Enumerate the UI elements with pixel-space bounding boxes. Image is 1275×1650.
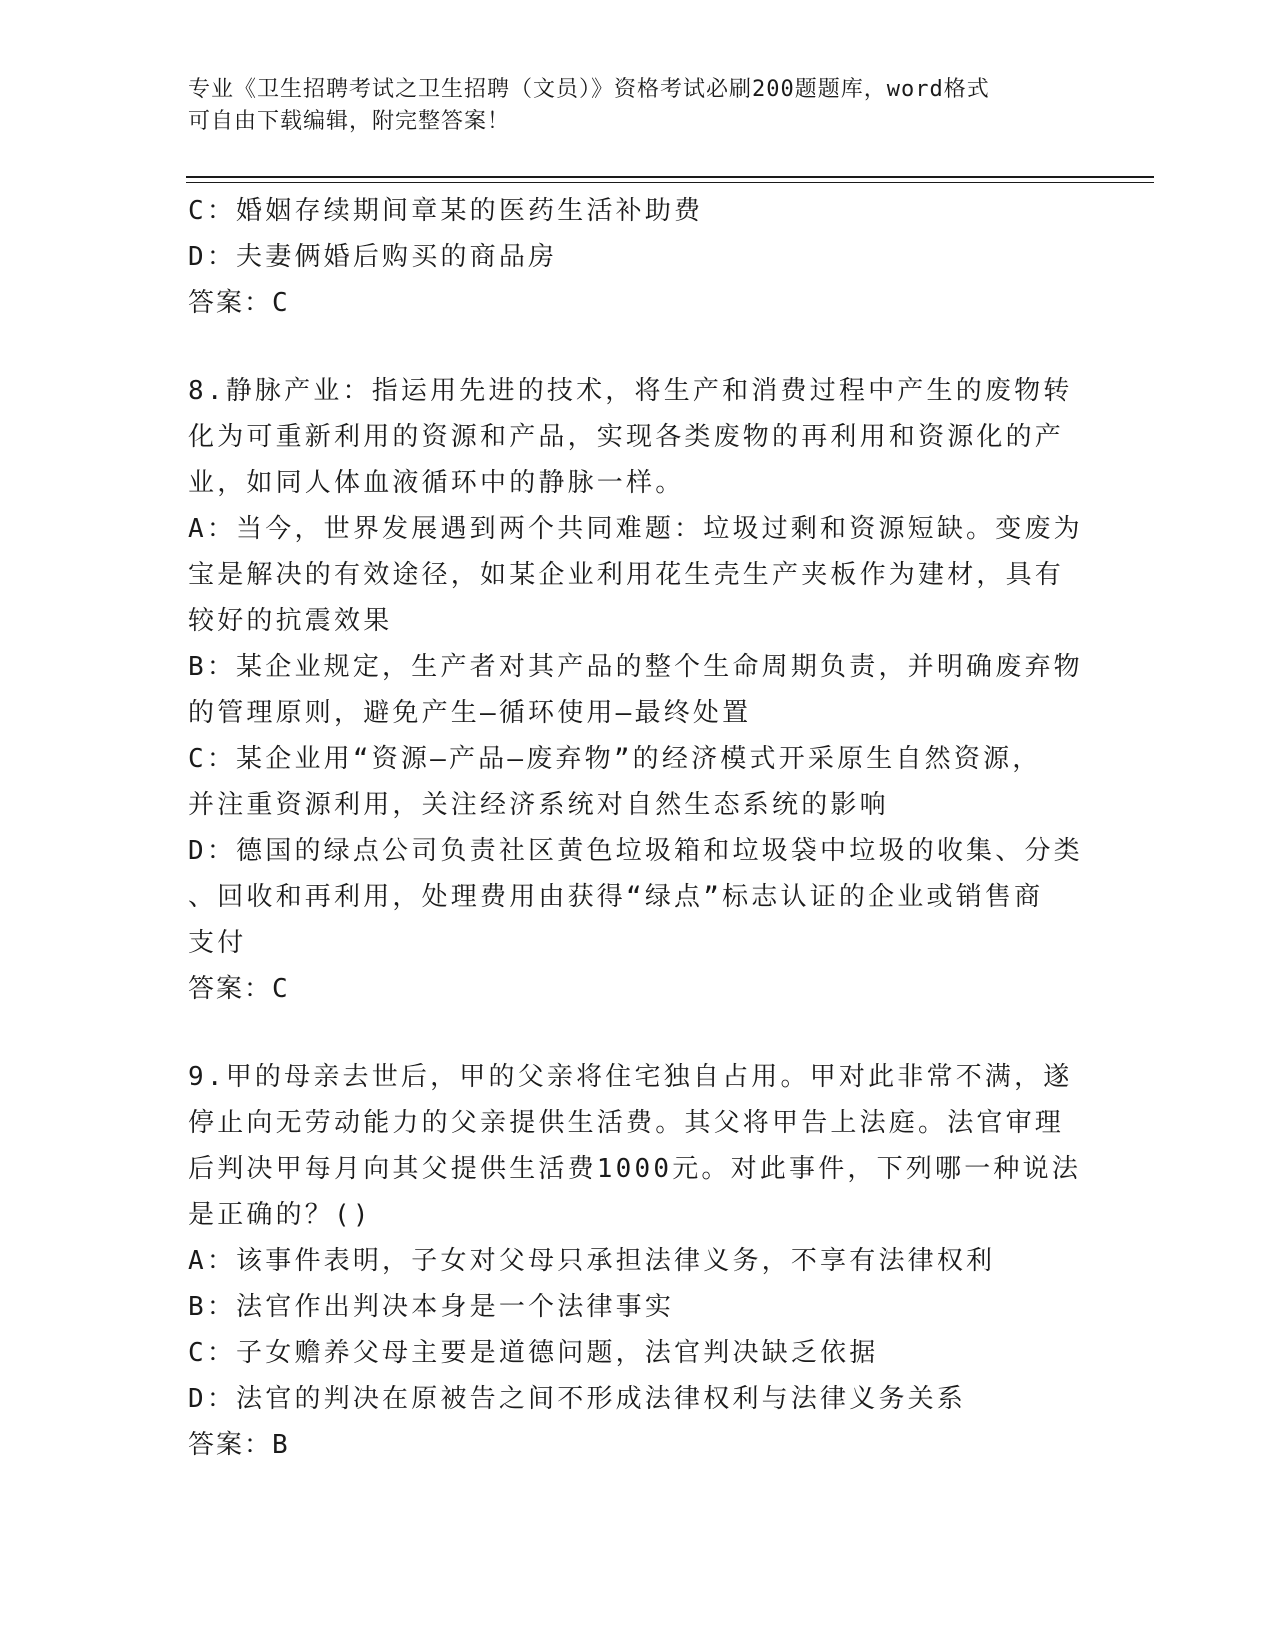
- spacer: [188, 1012, 1088, 1054]
- q7-option-c: C：婚姻存续期间章某的医药生活补助费: [188, 196, 704, 226]
- header-line-1: 专业《卫生招聘考试之卫生招聘（文员）》资格考试必刷200题题库，word格式: [188, 77, 990, 102]
- q8-stem-line-1: 8.静脉产业：指运用先进的技术，将生产和消费过程中产生的废物转: [188, 376, 1073, 406]
- q8-option-d-line-2: 、回收和再利用，处理费用由获得“绿点”标志认证的企业或销售商: [188, 882, 1044, 912]
- q9-stem-line-4: 是正确的？(): [188, 1200, 372, 1230]
- header-line-2: 可自由下载编辑，附完整答案！: [188, 109, 511, 134]
- page-header: [188, 74, 1068, 138]
- q8-option-d-line-3: 支付: [188, 928, 247, 958]
- q8-option-a-line-3: 较好的抗震效果: [188, 606, 393, 636]
- q9-stem-line-3: 后判决甲每月向其父提供生活费1000元。对此事件，下列哪一种说法: [188, 1154, 1082, 1184]
- q9-stem-line-1: 9.甲的母亲去世后，甲的父亲将住宅独自占用。甲对此非常不满，遂: [188, 1062, 1073, 1092]
- q9-option-c: C：子女赡养父母主要是道德问题，法官判决缺乏依据: [188, 1338, 879, 1368]
- spacer: [188, 326, 1088, 368]
- question-8: [188, 368, 1088, 1012]
- q7-option-d: D：夫妻俩婚后购买的商品房: [188, 242, 558, 272]
- header-divider-thick: [186, 176, 1154, 178]
- q9-stem-line-2: 停止向无劳动能力的父亲提供生活费。其父将甲告上法庭。法官审理: [188, 1108, 1065, 1138]
- q9-option-d: D：法官的判决在原被告之间不形成法律权利与法律义务关系: [188, 1384, 967, 1414]
- header-divider-thin: [186, 182, 1154, 183]
- q8-option-d-line-1: D：德国的绿点公司负责社区黄色垃圾箱和垃圾袋中垃圾的收集、分类: [188, 836, 1083, 866]
- q9-option-b: B：法官作出判决本身是一个法律事实: [188, 1292, 675, 1322]
- q8-answer: 答案：C: [188, 974, 290, 1004]
- q8-option-b-line-2: 的管理原则，避免产生—循环使用—最终处置: [188, 698, 752, 728]
- q8-option-b-line-1: B：某企业规定，生产者对其产品的整个生命周期负责，并明确废弃物: [188, 652, 1083, 682]
- q9-answer: 答案：B: [188, 1430, 290, 1460]
- q8-option-c-line-1: C：某企业用“资源—产品—废弃物”的经济模式开采原生自然资源，: [188, 744, 1042, 774]
- q8-option-a-line-1: A：当今，世界发展遇到两个共同难题：垃圾过剩和资源短缺。变废为: [188, 514, 1083, 544]
- question-7-tail: [188, 188, 1088, 326]
- q8-stem-line-2: 化为可重新利用的资源和产品，实现各类废物的再利用和资源化的产: [188, 422, 1065, 452]
- q8-stem-line-3: 业，如同人体血液循环中的静脉一样。: [188, 468, 685, 498]
- q7-answer: 答案：C: [188, 288, 290, 318]
- q9-option-a: A：该事件表明，子女对父母只承担法律义务，不享有法律权利: [188, 1246, 996, 1276]
- q8-option-c-line-2: 并注重资源利用，关注经济系统对自然生态系统的影响: [188, 790, 889, 820]
- question-9: [188, 1054, 1088, 1468]
- q8-option-a-line-2: 宝是解决的有效途径，如某企业利用花生壳生产夹板作为建材，具有: [188, 560, 1065, 590]
- document-body: [188, 188, 1088, 1468]
